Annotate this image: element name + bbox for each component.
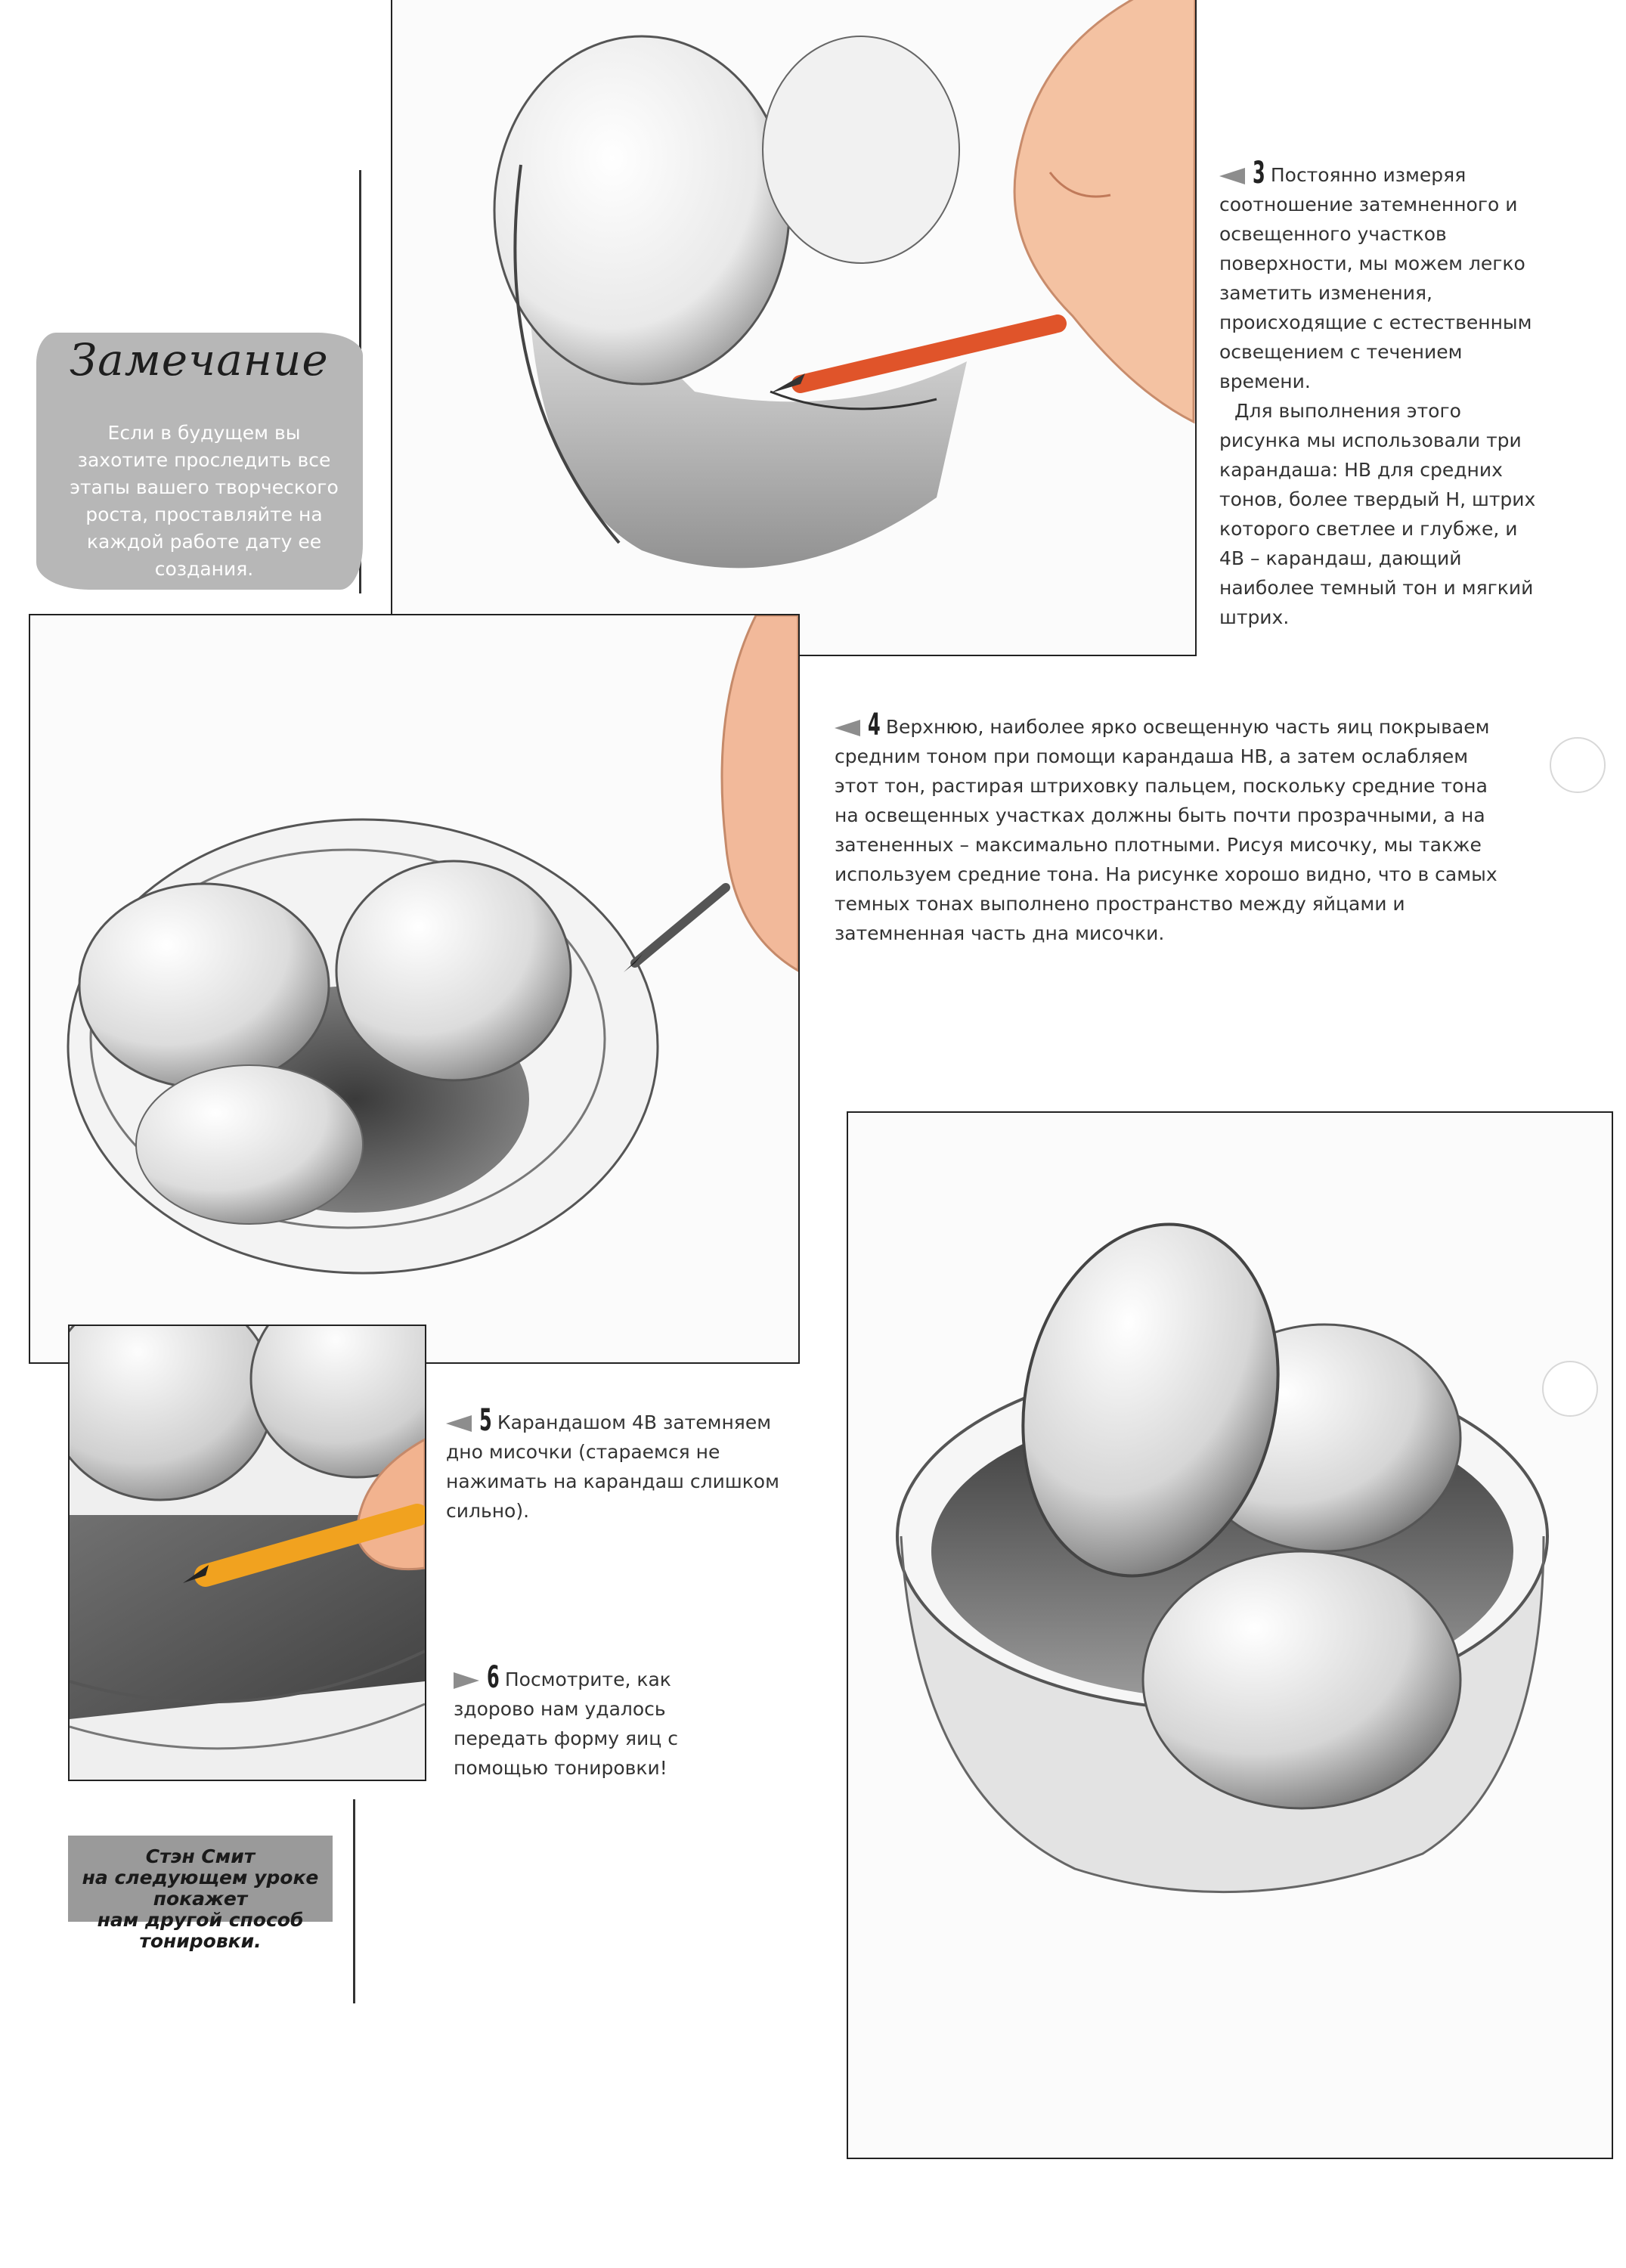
drawing-step-4-art bbox=[30, 615, 798, 1362]
step-6-text bbox=[454, 1660, 756, 1783]
binder-hole bbox=[1550, 737, 1606, 793]
step-4-paragraph-1: 4 Верхнюю, наиболее ярко освещенную часть яиц покрываем средним тоном при помощи карандаша НВ, а затем ослабляем этот тон, растирая штриховку пальцем, поскольку средние тона на освещенных участках должны быть почти прозрачными, а на затененных – максимально плотными. Рисуя мисочку, мы также используем средние тона. На рисунке хорошо видно, что в самых темных тонах выполнено пространство между яйцами и затемненная часть дна мисочки. bbox=[835, 708, 1497, 944]
drawing-step-5-art bbox=[70, 1326, 425, 1780]
drawing-step-6-art bbox=[848, 1113, 1612, 2158]
left-triangle-icon bbox=[446, 1415, 472, 1432]
step-number: 3 bbox=[1253, 156, 1265, 191]
step-3-paragraph-2: Для выполнения этого рисунка мы использовали три карандаша: НВ для средних тонов, более твердый Н, штрих которого светлее и глубже, и 4В – карандаш, дающий наиболее темный тон и мягкий штрих. bbox=[1219, 400, 1536, 628]
step-3-text bbox=[1219, 156, 1544, 632]
drawing-step-3-art bbox=[392, 0, 1195, 655]
credit-author: Стэн Смит bbox=[145, 1845, 256, 1867]
step-number: 6 bbox=[487, 1660, 500, 1695]
left-triangle-icon bbox=[1219, 168, 1245, 184]
drawing-step-6 bbox=[847, 1111, 1613, 2159]
drawing-step-4 bbox=[29, 614, 800, 1364]
note-title: Замечание bbox=[70, 334, 329, 386]
credit-line-2: на следующем уроке покажет bbox=[82, 1867, 319, 1910]
step-6-paragraph-1: 6 Посмотрите, как здорово нам удалось передать форму яиц с помощью тонировки! bbox=[454, 1660, 678, 1779]
credit-box bbox=[68, 1836, 333, 1952]
vertical-rule-bottom bbox=[353, 1799, 355, 2003]
step-3-paragraph-1: 3 Постоянно измеряя соотношение затемненного и освещенного участков поверхности, мы можем легко заметить изменения, происходящие с естественным освещением с течением времени. bbox=[1219, 156, 1532, 392]
binder-hole bbox=[1542, 1361, 1598, 1417]
note-text: Если в будущем вы захотите проследить все этапы вашего творческого роста, проставляйте на каждой работе дату ее создания. bbox=[70, 422, 339, 580]
step-number: 4 bbox=[868, 708, 881, 742]
step-5-text bbox=[446, 1403, 794, 1526]
right-triangle-icon bbox=[454, 1672, 479, 1689]
step-number: 5 bbox=[479, 1403, 492, 1438]
step-4-text bbox=[835, 708, 1500, 948]
drawing-step-3 bbox=[391, 0, 1197, 656]
credit-line-3: нам другой способ тонировки. bbox=[97, 1909, 304, 1952]
drawing-step-5 bbox=[68, 1325, 426, 1781]
step-5-paragraph-1: 5 Карандашом 4В затемняем дно мисочки (стараемся не нажимать на карандаш слишком сильно). bbox=[446, 1403, 779, 1522]
left-triangle-icon bbox=[835, 720, 860, 736]
